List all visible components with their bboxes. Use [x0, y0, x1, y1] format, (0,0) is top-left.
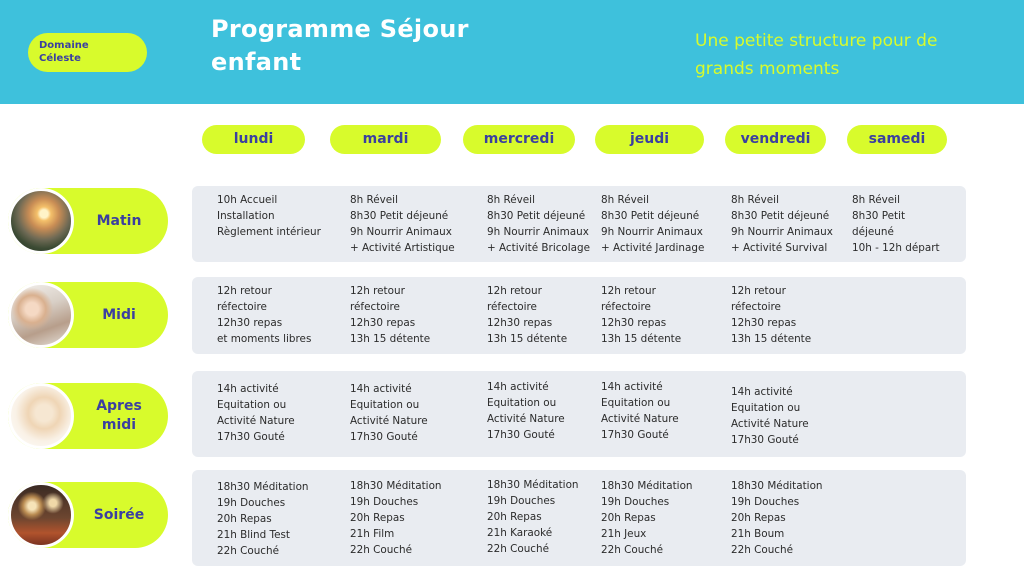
- schedule-cell-midi-vendredi: 12h retour réfectoire 12h30 repas 13h 15 détente: [731, 285, 812, 345]
- day-header-mardi: mardi: [330, 125, 441, 154]
- schedule-cell-apres-midi-mardi: 14h activité Equitation ou Activité Nature 17h30 Gouté: [350, 383, 428, 443]
- schedule-cell-soiree-mercredi: 18h30 Méditation 19h Douches 20h Repas 21h Karaoké 22h Couché: [487, 479, 579, 555]
- schedule-cell-matin-vendredi: 8h Réveil 8h30 Petit déjeuné 9h Nourrir Animaux + Activité Survival: [731, 194, 833, 254]
- period-label: Midi: [102, 306, 136, 323]
- period-midi: [8, 282, 168, 348]
- schedule-cell-apres-midi-lundi: 14h activité Equitation ou Activité Nature 17h30 Gouté: [217, 383, 295, 443]
- period-label: Matin: [96, 212, 142, 229]
- day-header-lundi: lundi: [202, 125, 305, 154]
- day-header-jeudi: jeudi: [595, 125, 704, 154]
- children-meal-photo: [8, 282, 74, 348]
- period-label: Apres midi: [96, 398, 142, 433]
- period-matin: [8, 188, 168, 254]
- schedule-cell-soiree-jeudi: 18h30 Méditation 19h Douches 20h Repas 21h Jeux 22h Couché: [601, 480, 693, 556]
- schedule-cell-apres-midi-vendredi: 14h activité Equitation ou Activité Nature 17h30 Gouté: [731, 386, 809, 446]
- day-header-mercredi: mercredi: [463, 125, 575, 154]
- brand-badge: Domaine Céleste: [28, 33, 147, 72]
- tagline: Une petite structure pour de grands moments: [695, 31, 938, 79]
- schedule-cell-matin-mardi: 8h Réveil 8h30 Petit déjeuné 9h Nourrir Animaux + Activité Artistique: [350, 194, 455, 254]
- schedule-cell-midi-jeudi: 12h retour réfectoire 12h30 repas 13h 15 détente: [601, 285, 682, 345]
- page-title: Programme Séjour enfant: [211, 15, 469, 76]
- day-header-samedi: samedi: [847, 125, 947, 154]
- horse-photo: [8, 383, 74, 449]
- period-label: Soirée: [93, 506, 145, 523]
- day-header-vendredi: vendredi: [725, 125, 826, 154]
- schedule-cell-soiree-vendredi: 18h30 Méditation 19h Douches 20h Repas 21h Boum 22h Couché: [731, 480, 823, 556]
- header-banner: [0, 0, 1024, 104]
- schedule-cell-matin-lundi: 10h Accueil Installation Règlement intérieur: [217, 194, 321, 238]
- schedule-cell-matin-mercredi: 8h Réveil 8h30 Petit déjeuné 9h Nourrir Animaux + Activité Bricolage: [487, 194, 591, 254]
- schedule-cell-apres-midi-jeudi: 14h activité Equitation ou Activité Nature 17h30 Gouté: [601, 381, 679, 441]
- schedule-cell-matin-samedi: 8h Réveil 8h30 Petit déjeuné 10h - 12h départ: [852, 194, 940, 254]
- schedule-cell-soiree-mardi: 18h30 Méditation 19h Douches 20h Repas 21h Film 22h Couché: [350, 480, 442, 556]
- schedule-cell-matin-jeudi: 8h Réveil 8h30 Petit déjeuné 9h Nourrir Animaux + Activité Jardinage: [601, 194, 705, 254]
- schedule-cell-apres-midi-mercredi: 14h activité Equitation ou Activité Nature 17h30 Gouté: [487, 381, 565, 441]
- period-soiree: [8, 482, 168, 548]
- period-apres-midi: [8, 383, 168, 449]
- sunrise-landscape-photo: [8, 188, 74, 254]
- schedule-cell-midi-lundi: 12h retour réfectoire 12h30 repas et moments libres: [217, 285, 312, 345]
- schedule-cell-soiree-lundi: 18h30 Méditation 19h Douches 20h Repas 21h Blind Test 22h Couché: [217, 481, 309, 557]
- schedule-cell-midi-mardi: 12h retour réfectoire 12h30 repas 13h 15 détente: [350, 285, 431, 345]
- evening-lights-photo: [8, 482, 74, 548]
- schedule-cell-midi-mercredi: 12h retour réfectoire 12h30 repas 13h 15 détente: [487, 285, 568, 345]
- schedule-row-apres-midi: [192, 371, 966, 457]
